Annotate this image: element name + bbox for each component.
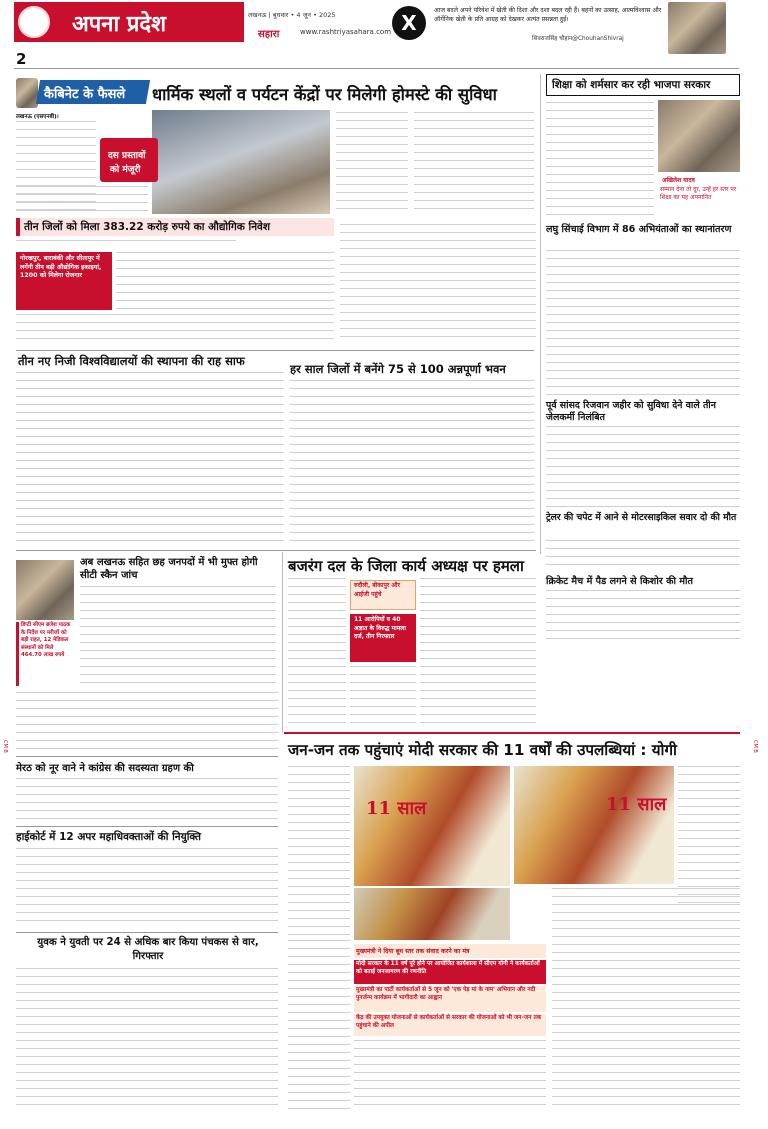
universities-headline: तीन नए निजी विश्वविद्यालयों की स्थापना की राह साफ [18,354,245,368]
cabinet-tag-label: कैबिनेट के फैसले [44,87,126,102]
bajrang-body-1 [288,578,346,728]
ctscan-body-1 [80,586,276,690]
industrial-body-2 [116,252,334,312]
cabinet-headline: धार्मिक स्थलों व पर्यटन केंद्रों पर मिलेगी होमस्टे की सुविधा [152,85,497,104]
divider-modi [284,732,740,734]
industrial-body-4 [340,224,536,342]
side-marker-left: CM B [2,740,8,753]
annapurna-headline: हर साल जिलों में बनेंगे 75 से 100 अन्नपूर्णा भवन [290,362,506,376]
bajrang-body-3 [420,578,536,728]
modi-body-bottom-1 [288,940,350,1110]
modi-bullet-1: मुख्यमंत्री ने दिया बूथ स्तर तक संवाद करने का मंत्र [356,948,470,955]
right-headline-1: शिक्षा को शर्मसार कर रही भाजपा सरकार [552,79,711,91]
cabinet-meeting-photo [152,110,330,214]
right-headline-2: लघु सिंचाई विभाग में 86 अभियंताओं का स्थानांतरण [546,224,732,235]
right-body-5 [546,590,740,642]
right-body-4 [546,540,740,570]
bajrang-bullet-1: रुदौली, बीकापुर और आईजी पहुंचे [354,582,401,598]
author-photo [668,2,726,54]
divider-mid [16,550,536,551]
meerut-headline: मेरठ को नूर वाने ने कांग्रेस की सदस्यता ग्रहण की [16,763,194,774]
bajrang-body-2 [350,666,416,728]
industrial-body-1 [16,240,236,248]
cabinet-body-col3 [414,112,534,216]
crime-body [16,968,278,1110]
modi-event-photo-2 [354,888,510,940]
cabinet-dateline: लखनऊ (एसएनबी)। [16,114,59,120]
akhilesh-photo [658,100,740,172]
issue-date: लखनऊ | बुधवार • 4 जून • 2025 [248,11,336,19]
poster-11-saal-1: 11 साल [366,798,427,819]
cabinet-body-col2 [336,112,408,216]
right-body-2 [546,250,740,396]
right-headline-3: पूर्व सांसद रिजवान जहीर को सुविधा देने वाले तीन जेलकर्मी निलंबित [546,400,716,423]
website-link[interactable]: www.rashtriyasahara.com [300,28,392,36]
divider-hc [16,826,278,827]
brand-emblem [18,6,50,38]
quote-author: शिवराजसिंह चौहान@ChouhanShivraj [532,36,624,42]
ctscan-headline: अब लखनऊ सहित छह जनपदों में भी मुफ्त होगी सीटी स्कैन जांच [80,557,258,581]
right-headline-5: क्रिकेट मैच में पैड लगने से किशोर की मौत [546,576,693,587]
hc-headline: हाईकोर्ट में 12 अपर महाधिवक्ताओं की नियुक्ति [16,831,202,843]
industrial-bullet: गोरखपुर, बाराबंकी और सीतापुर में लगेंगी तीन बड़ी औद्योगिक इकाइयां, 1200 को मिलेगा रोजगार [20,255,102,280]
cabinet-body-col1b [16,186,148,216]
right-body-1 [546,102,654,220]
ctscan-caption: डिप्टी सीएम ब्रजेश पाठक के निर्देश पर मरीजों को बड़ी राहत, 12 मेडिकल संस्थानों को मिले 464.70 लाख रुपये [21,622,71,659]
divider-universities [16,350,534,351]
badge-line-1: दस प्रस्तावों [108,151,146,161]
crime-headline: युवक ने युवती पर 24 से अधिक बार किया पंचकस से वार, गिरफ्तार [37,937,259,962]
divider-crime [16,932,278,933]
modi-bullet-2: मोदी सरकार के 11 वर्ष पूरे होने पर आयोजित कार्यशाला में सीएम योगी ने कार्यकर्ताओं को बताई जनजागरण की रणनीति [356,961,540,975]
modi-bullet-4: केंद्र की उपयुक्त योजनाओं से कार्यकर्ताओं से सरकार की योजनाओं को भी जन-जन तक पहुंचाने की अपील [356,1015,542,1029]
side-marker-right: CM B [752,740,758,753]
modi-event-photo-3 [514,766,674,884]
meerut-body [16,778,278,824]
modi-body-right [678,766,740,906]
bajrang-bullet-2: 11 आरोपियों व 40 अज्ञात के विरुद्ध मामला दर्ज, तीन गिरफ्तार [354,616,406,641]
poster-11-saal-2: 11 साल [606,794,667,815]
badge-line-2: को मंजूरी [110,165,141,175]
universities-body [16,372,284,544]
modi-headline: जन-जन तक पहुंचाएं मोदी सरकार की 11 वर्षों की उपलब्धियां : योगी [288,741,677,759]
x-logo-icon: X [392,6,426,40]
bajrang-divider [282,552,283,732]
social-quote: आज बदले अपने परिवेश में खेती की दिशा और दशा बदल रही हैं। बहनों का उत्साह, आत्मविश्वास और ऑर्गेनिक खेती के प्रति आग्रह को देखकर अत्यंत प्रसन्नता हुई। [434,7,662,23]
right-col-divider [540,74,541,554]
modi-event-photo-1 [354,766,510,886]
right-headline-4: ट्रेलर की चपेट में आने से मोटरसाइकिल सवार दो की मौत [546,512,737,523]
annapurna-body [290,380,534,544]
paper-logo: सहारा [258,29,280,40]
modi-body-bottom-2 [354,1040,546,1110]
page-number: 2 [16,50,27,68]
akhilesh-caption-name: अखिलेश यादव [662,177,695,184]
cabinet-badge [100,138,158,182]
bajrang-headline: बजरंग दल के जिला कार्य अध्यक्ष पर हमला [288,557,524,575]
masthead-divider [14,68,739,69]
modi-bullet-3: मुख्यमंत्री का पार्टी कार्यकर्ताओं से 5 जून को 'एक पेड़ मां के नाम' अभियान और नदी पुनर्जन्म कार्यक्रम में भागीदारी का आह्वान [356,987,536,1001]
industrial-body-3 [16,314,334,344]
section-title: अपना प्रदेश [72,11,167,37]
right-body-3 [546,426,740,508]
cm-portrait [16,78,38,108]
brajesh-pathak-photo [16,560,74,620]
hc-body [16,848,278,928]
modi-body-left [288,766,350,938]
industrial-headline: तीन जिलों को मिला 383.22 करोड़ रुपये का औद्योगिक निवेश [24,221,271,233]
divider-meerut [16,756,278,757]
modi-body-bottom-3 [552,888,740,1110]
ctscan-body-2 [16,692,278,752]
akhilesh-caption-quote: सम्मान देना तो दूर, उन्हें हर स्तर पर शिक्षा का यह अपमानित [660,186,737,201]
